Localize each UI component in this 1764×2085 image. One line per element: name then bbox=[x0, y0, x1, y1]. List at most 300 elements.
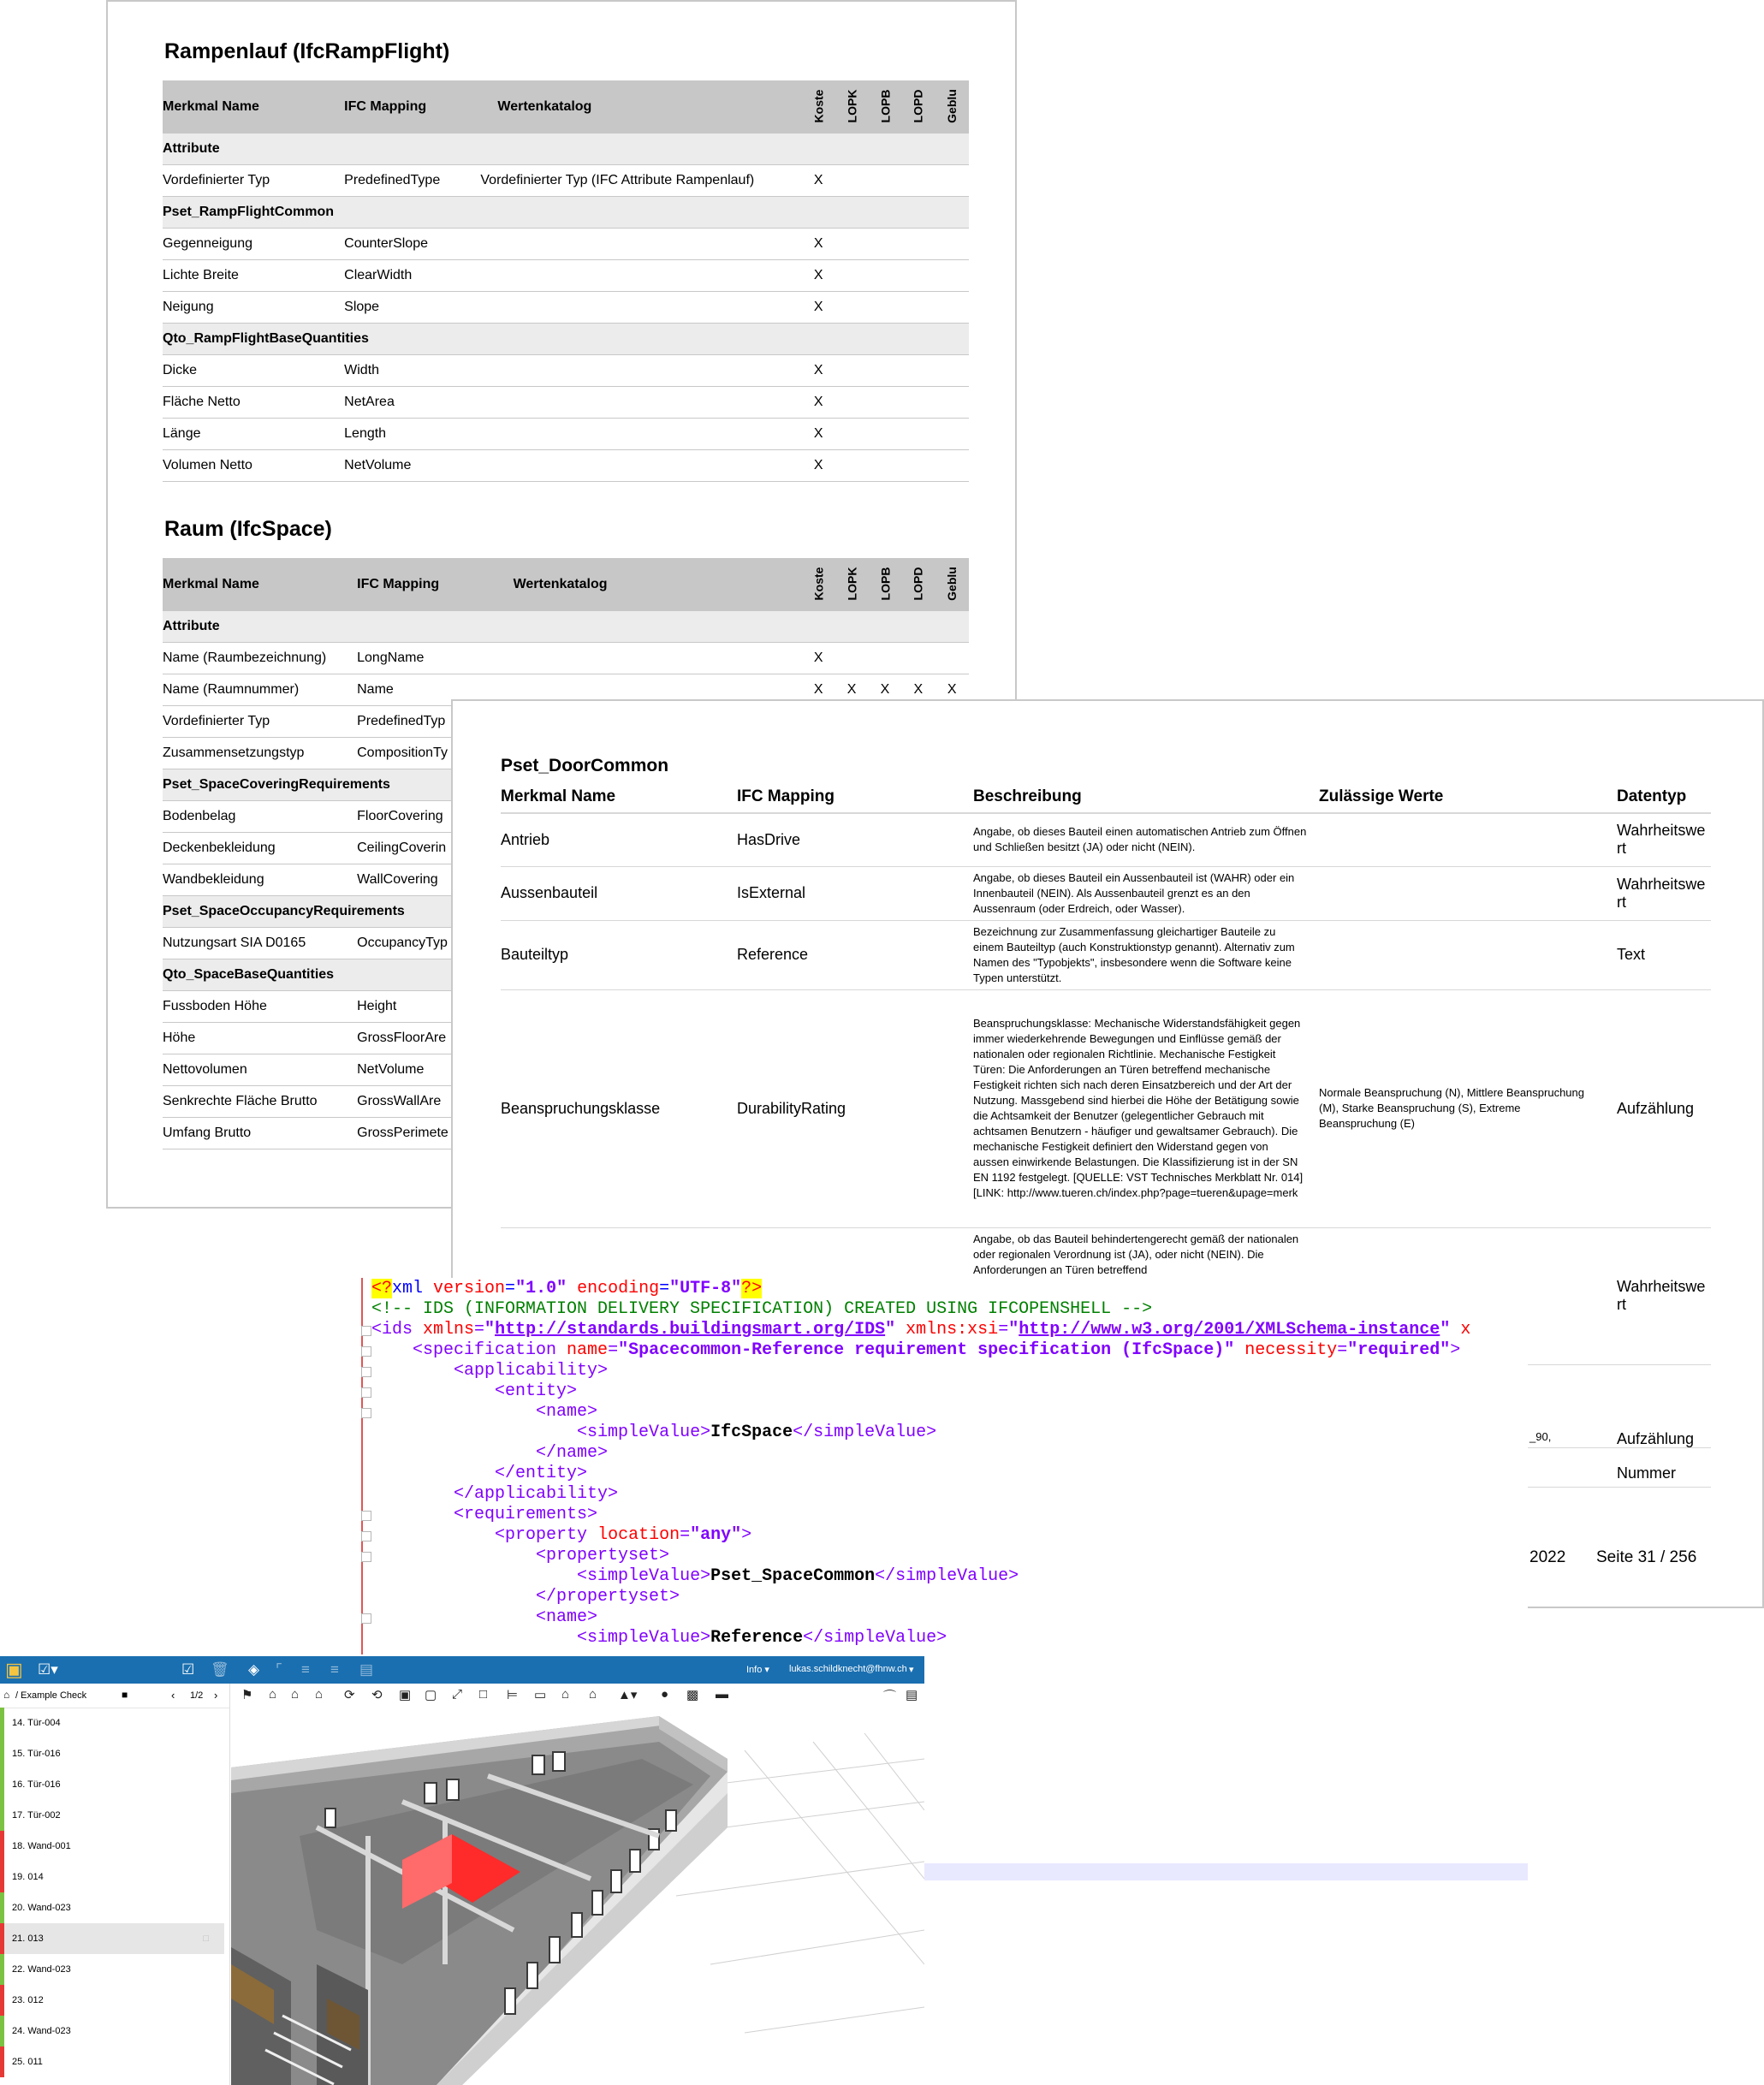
sphere-icon[interactable]: ● bbox=[661, 1687, 669, 1702]
xml-token: </propertyset> bbox=[536, 1587, 680, 1607]
simple-value: IfcSpace bbox=[710, 1423, 793, 1442]
section-label: Pset_RampFlightCommon bbox=[163, 197, 969, 229]
merkmal-name-cell: Dicke bbox=[163, 355, 344, 387]
xml-line[interactable] bbox=[371, 1279, 762, 1299]
flag-cell bbox=[869, 292, 902, 324]
checklist-dropdown-icon[interactable]: ☑▾ bbox=[38, 1661, 58, 1678]
xml-token: encoding bbox=[577, 1279, 660, 1298]
section-label: Pset_SpaceCoveringRequirements bbox=[163, 769, 969, 801]
allowed-values-cell bbox=[1319, 920, 1617, 989]
xml-token: = bbox=[680, 1525, 691, 1545]
xml-line[interactable] bbox=[371, 1587, 680, 1607]
fold-toggle[interactable] bbox=[361, 1552, 371, 1562]
xml-token: " bbox=[885, 1320, 906, 1340]
flag-cell bbox=[835, 165, 869, 197]
flag-cell bbox=[901, 292, 935, 324]
flag-cell bbox=[835, 355, 869, 387]
simple-value: Pset_SpaceCommon bbox=[710, 1566, 876, 1586]
vertical-header-label: LOPB bbox=[877, 89, 892, 123]
xml-line[interactable] bbox=[371, 1525, 751, 1546]
column-header: Datentyp bbox=[1617, 781, 1711, 813]
table-icon[interactable]: ▤ bbox=[359, 1661, 374, 1678]
wertenkatalog-cell bbox=[480, 292, 801, 324]
ifc-mapping-cell: NetArea bbox=[344, 387, 480, 419]
flag-cell bbox=[901, 260, 935, 292]
table-row bbox=[163, 355, 969, 387]
datentyp-cell: Aufzählung bbox=[1617, 989, 1711, 1227]
xml-line[interactable] bbox=[371, 1443, 608, 1464]
fold-toggle[interactable] bbox=[361, 1367, 371, 1377]
result-list-item[interactable] bbox=[0, 2016, 224, 2046]
beschreibung-cell: Bezeichnung zur Zusammenfassung gleichartiger Bauteile zu einem Bauteiltyp (auch Konstruktionstyp genannt). Alternativ zum Namen des "Typobjekts", insbesondere wenn die Software keine Typen unterstützt. bbox=[973, 920, 1319, 989]
column-header: Zulässige Werte bbox=[1319, 781, 1617, 813]
delete-icon[interactable]: 🗑 bbox=[211, 1661, 229, 1678]
user-account-menu[interactable]: lukas.schildknecht@fhnw.ch bbox=[789, 1664, 907, 1674]
result-list-item[interactable] bbox=[0, 1892, 224, 1923]
previous-page-button[interactable]: ‹ bbox=[171, 1689, 175, 1702]
vertical-header-label: LOPK bbox=[845, 89, 859, 123]
merkmal-name-cell: Nettovolumen bbox=[163, 1054, 357, 1086]
flag-cell bbox=[935, 355, 969, 387]
divider bbox=[1528, 1447, 1711, 1448]
result-item-label: 18. Wand-001 bbox=[12, 1841, 71, 1851]
results-sidebar bbox=[0, 1684, 230, 2085]
ifc-mapping-cell: ClearWidth bbox=[344, 260, 480, 292]
xmlns-link: http://standards.buildingsmart.org/IDS bbox=[495, 1320, 886, 1340]
column-header: Beschreibung bbox=[973, 781, 1319, 813]
list-icon[interactable]: ≡ bbox=[330, 1661, 339, 1678]
result-list-item[interactable] bbox=[0, 1831, 224, 1862]
result-list-item[interactable] bbox=[0, 1985, 224, 2016]
merkmal-name-cell: Name (Raumbezeichnung) bbox=[163, 643, 357, 674]
home-dropdown-icon[interactable]: ▲▾ bbox=[618, 1688, 638, 1702]
xml-token: <entity> bbox=[495, 1381, 578, 1401]
3d-model-viewer[interactable] bbox=[231, 1708, 924, 2085]
merkmal-name-cell: Nutzungsart SIA D0165 bbox=[163, 928, 357, 959]
status-indicator bbox=[0, 1738, 4, 1769]
stop-icon[interactable]: ■ bbox=[122, 1689, 128, 1701]
merkmal-name-cell: Beanspruchungsklasse bbox=[501, 989, 737, 1227]
flag-cell bbox=[935, 229, 969, 260]
ifc-mapping-cell: Reference bbox=[737, 920, 973, 989]
select-tool-icon[interactable]: ⚑ bbox=[241, 1688, 253, 1702]
flag-cell bbox=[869, 387, 902, 419]
flag-cell: X bbox=[802, 292, 835, 324]
ifc-mapping-cell: NetVolume bbox=[357, 1054, 496, 1086]
xml-comment: <!-- IDS (INFORMATION DELIVERY SPECIFICATION) CREATED USING IFCOPENSHELL --> bbox=[371, 1299, 1153, 1319]
chart-icon[interactable]: ⌒ bbox=[883, 1690, 897, 1704]
flag-cell bbox=[901, 355, 935, 387]
fold-toggle[interactable] bbox=[361, 1326, 371, 1336]
flag-cell bbox=[835, 419, 869, 450]
flag-cell bbox=[901, 450, 935, 482]
flag-cell: X bbox=[802, 450, 835, 482]
vertical-header-label: Koste bbox=[811, 567, 826, 601]
ifc-mapping-cell: IsExternal bbox=[737, 866, 973, 920]
flag-cell: X bbox=[802, 355, 835, 387]
merkmal-name-cell: Länge bbox=[163, 419, 344, 450]
xml-token: = bbox=[505, 1279, 516, 1298]
footer-year: 2022 bbox=[1529, 1548, 1566, 1566]
ids-xml-editor[interactable] bbox=[359, 1278, 1528, 1654]
datentyp-cell: Text bbox=[1617, 920, 1711, 989]
table-row bbox=[163, 260, 969, 292]
result-list-item[interactable] bbox=[0, 1708, 224, 1738]
sidebar-header bbox=[0, 1684, 229, 1708]
result-list-item[interactable] bbox=[0, 1738, 224, 1769]
xml-token: > bbox=[741, 1525, 752, 1545]
vertical-header-label: LOPD bbox=[911, 567, 925, 601]
table-row bbox=[163, 165, 969, 197]
xml-line[interactable] bbox=[371, 1566, 1019, 1587]
flag-cell bbox=[869, 419, 902, 450]
xml-line[interactable] bbox=[371, 1464, 587, 1484]
beschreibung-cell: Angabe, ob das Bauteil behindertengerecht gemäß der nationalen oder regionalen Verordnung ist (JA), oder nicht (NEIN). Die Anforderungen an Türen betreffend bbox=[973, 1227, 1319, 1364]
merkmal-name-cell: Bodenbelag bbox=[163, 801, 357, 833]
export-icon[interactable]: ▤ bbox=[906, 1688, 918, 1702]
xml-line[interactable] bbox=[371, 1628, 947, 1648]
xml-line[interactable] bbox=[371, 1484, 618, 1505]
wertenkatalog-cell bbox=[480, 387, 801, 419]
xml-line[interactable] bbox=[371, 1361, 608, 1381]
ifc-mapping-cell: NetVolume bbox=[344, 450, 480, 482]
fold-toggle[interactable] bbox=[361, 1387, 371, 1398]
status-indicator bbox=[0, 1923, 4, 1954]
table-row bbox=[501, 920, 1711, 989]
merkmal-name-cell: Name (Raumnummer) bbox=[163, 674, 357, 706]
result-list-item[interactable] bbox=[0, 2046, 224, 2077]
building-model-3d[interactable] bbox=[231, 1708, 924, 2085]
xml-token: = bbox=[1337, 1340, 1348, 1360]
flag-cell: X bbox=[802, 643, 835, 674]
item-options-icon[interactable]: □ bbox=[203, 1934, 209, 1944]
house-icon[interactable]: ⌂ bbox=[315, 1687, 324, 1702]
result-list-item[interactable] bbox=[0, 1862, 224, 1892]
beschreibung-cell: Angabe, ob dieses Bauteil ein Aussenbauteil ist (WAHR) oder ein Innenbauteil (NEIN). Als Aussenbauteil grenzt es an den Aussenraum (oder Erdreich, oder Wasser). bbox=[973, 866, 1319, 920]
merkmal-name-cell: Gegenneigung bbox=[163, 229, 344, 260]
flag-cell: X bbox=[802, 229, 835, 260]
flag-cell bbox=[835, 387, 869, 419]
section-row bbox=[163, 611, 969, 643]
result-item-label: 19. 014 bbox=[12, 1872, 44, 1882]
xml-token: name bbox=[567, 1340, 609, 1360]
table-header-row bbox=[163, 80, 969, 134]
xml-token: </applicability> bbox=[454, 1484, 619, 1504]
column-header-koste bbox=[802, 80, 835, 134]
result-item-label: 22. Wand-023 bbox=[12, 1964, 71, 1975]
result-item-label: 15. Tür-016 bbox=[12, 1749, 61, 1759]
column-header-merkmal-name: Merkmal Name bbox=[163, 80, 344, 134]
xml-token: </entity> bbox=[495, 1464, 588, 1483]
editor-current-line-highlight bbox=[924, 1863, 1528, 1880]
flag-cell bbox=[935, 387, 969, 419]
status-indicator bbox=[0, 2046, 4, 2077]
xml-token: <requirements> bbox=[454, 1505, 598, 1524]
merkmal-name-cell: Wandbekleidung bbox=[163, 864, 357, 896]
xml-token: </name> bbox=[536, 1443, 609, 1463]
status-indicator bbox=[0, 1831, 4, 1862]
home-icon[interactable]: ⌂ bbox=[3, 1689, 10, 1701]
merkmal-name-cell: Fläche Netto bbox=[163, 387, 344, 419]
wertenkatalog-cell bbox=[480, 419, 801, 450]
flag-cell bbox=[869, 260, 902, 292]
door-icon[interactable]: □ bbox=[479, 1687, 488, 1702]
folder-icon[interactable]: ▣ bbox=[5, 1659, 23, 1680]
table-row bbox=[163, 643, 969, 674]
column-header-lopk bbox=[835, 558, 869, 611]
xml-token: "UTF-8" bbox=[669, 1279, 742, 1298]
ifc-mapping-cell: DurabilityRating bbox=[737, 989, 973, 1227]
result-list-item[interactable] bbox=[0, 1954, 224, 1985]
table-row bbox=[501, 989, 1711, 1227]
result-list-item[interactable] bbox=[0, 1769, 224, 1800]
merkmal-name-cell: Umfang Brutto bbox=[163, 1118, 357, 1149]
table-row bbox=[163, 387, 969, 419]
ifc-mapping-cell: OccupancyTyp bbox=[357, 928, 496, 959]
ifc-mapping-cell: CeilingCoverin bbox=[357, 833, 496, 864]
section-row bbox=[163, 197, 969, 229]
house-icon[interactable]: ⌂ bbox=[291, 1687, 300, 1702]
app-topbar bbox=[0, 1656, 924, 1684]
ifc-mapping-cell: Slope bbox=[344, 292, 480, 324]
fit-view-icon[interactable]: ▣ bbox=[399, 1688, 412, 1702]
breadcrumb[interactable]: / Example Check bbox=[15, 1690, 87, 1701]
vertical-header-label: LOPB bbox=[877, 567, 892, 601]
beschreibung-cell: Beanspruchungsklasse: Mechanische Widerstandsfähigkeit gegen immer wiederkehrende Bewegungen und Einflüsse gemäß der nationalen oder regionalen Richtlinie. Mechanische Festigkeit Türen: Die Anforderungen an Türen betreffend mechanische Festigkeit richten sich nach deren Einsatzbereich und der Art der Nutzung. Massgebend sind hierbei die Höhe der Betätigung sowie die Achtsamkeit der Benutzer (gelegentlicher Gebrauch mit achtsamen Benutzern - häufiger und gewaltsamer Gebrauch). Die mechanische Festigkeit definiert den Widerstand gegen von aussen einwirkende Belastungen. Die Klassifizierung ist in der SN EN 1192 festgelegt. [QUELLE: VST Technisches Merkblatt Nr. 014] [LINK: http://www.tueren.ch/index.php?page=tueren&upage=merk bbox=[973, 989, 1319, 1227]
result-list-item[interactable] bbox=[0, 1923, 224, 1954]
column-header-lopb bbox=[869, 80, 902, 134]
viewer-toolbar bbox=[231, 1684, 924, 1708]
merkmal-name-cell: Bauteiltyp bbox=[501, 920, 737, 989]
info-menu[interactable]: Info ▾ bbox=[746, 1665, 769, 1675]
xml-token: <specification bbox=[413, 1340, 567, 1360]
wertenkatalog-cell bbox=[480, 260, 801, 292]
image-icon[interactable]: ▩ bbox=[686, 1688, 699, 1702]
datentyp-cell: Wahrheitswe rt bbox=[1617, 813, 1711, 866]
wertenkatalog-cell bbox=[480, 229, 801, 260]
table-row bbox=[501, 866, 1711, 920]
xml-line[interactable] bbox=[371, 1381, 577, 1402]
flag-cell bbox=[935, 450, 969, 482]
ifc-mapping-cell: WallCovering bbox=[357, 864, 496, 896]
xml-line[interactable] bbox=[371, 1320, 1470, 1340]
xml-token: <applicability> bbox=[454, 1361, 609, 1381]
flag-cell bbox=[935, 419, 969, 450]
house-icon[interactable]: ⌂ bbox=[269, 1687, 277, 1702]
flag-cell bbox=[869, 355, 902, 387]
filter-icon[interactable]: ≡ bbox=[301, 1661, 310, 1678]
column-header: Merkmal Name bbox=[501, 781, 737, 813]
section-icon[interactable]: ▭ bbox=[534, 1688, 547, 1702]
chevron-down-icon[interactable]: ▾ bbox=[909, 1665, 914, 1675]
expand-icon[interactable]: ⤢ bbox=[452, 1687, 463, 1702]
measure-icon[interactable]: ⊨ bbox=[507, 1688, 519, 1702]
ifc-mapping-cell: Width bbox=[344, 355, 480, 387]
status-indicator bbox=[0, 1954, 4, 1985]
merkmal-name-cell: Lichte Breite bbox=[163, 260, 344, 292]
house-icon[interactable]: ⌂ bbox=[561, 1687, 570, 1702]
flag-cell: X bbox=[802, 674, 835, 706]
xml-line[interactable] bbox=[371, 1402, 597, 1423]
ids-checker-app bbox=[0, 1656, 924, 2085]
flag-cell bbox=[835, 292, 869, 324]
flag-cell: X bbox=[802, 387, 835, 419]
xml-token: "required" bbox=[1347, 1340, 1451, 1360]
xml-token: </simpleValue> bbox=[803, 1628, 947, 1648]
xml-token: location bbox=[597, 1525, 680, 1545]
section-label: Qto_SpaceBaseQuantities bbox=[163, 959, 969, 991]
column-header-merkmal-name: Merkmal Name bbox=[163, 558, 357, 611]
rampenlauf-table bbox=[163, 80, 969, 482]
flag-cell: X bbox=[869, 674, 902, 706]
flag-cell: X bbox=[802, 260, 835, 292]
section-title-raum: Raum (IfcSpace) bbox=[164, 517, 332, 541]
xml-token: </simpleValue> bbox=[793, 1423, 937, 1442]
result-item-label: 25. 011 bbox=[12, 2057, 43, 2067]
merkmal-name-cell: Volumen Netto bbox=[163, 450, 344, 482]
section-label: Qto_RampFlightBaseQuantities bbox=[163, 324, 969, 355]
model-cube-icon[interactable]: ◈ bbox=[248, 1661, 260, 1678]
xml-line[interactable] bbox=[371, 1607, 597, 1628]
simple-value: Reference bbox=[710, 1628, 804, 1648]
xml-token: version bbox=[433, 1279, 506, 1298]
zoom-area-icon[interactable]: ▢ bbox=[425, 1688, 437, 1702]
result-item-label: 17. Tür-002 bbox=[12, 1810, 61, 1821]
datentyp-cell: Wahrheitswe rt bbox=[1617, 866, 1711, 920]
divider bbox=[1528, 1487, 1711, 1488]
flag-cell bbox=[901, 165, 935, 197]
xml-token: <simpleValue> bbox=[577, 1628, 711, 1648]
house-icon[interactable]: ⌂ bbox=[589, 1687, 597, 1702]
partial-datatype-1: Aufzählung bbox=[1617, 1430, 1695, 1447]
xml-token: " bbox=[1008, 1320, 1019, 1340]
merkmal-name-cell: Vordefinierter Typ bbox=[163, 706, 357, 738]
ifc-mapping-cell: FloorCovering bbox=[357, 801, 496, 833]
next-page-button[interactable]: › bbox=[214, 1689, 218, 1702]
xml-token: <simpleValue> bbox=[577, 1423, 711, 1442]
status-indicator bbox=[0, 1892, 4, 1923]
result-item-label: 23. 012 bbox=[12, 1995, 44, 2005]
fold-toggle[interactable] bbox=[361, 1511, 371, 1521]
table-row bbox=[501, 813, 1711, 866]
vertical-header-label: LOPD bbox=[911, 89, 925, 123]
column-header-lopd bbox=[901, 80, 935, 134]
partial-datatype-2: Nummer bbox=[1617, 1464, 1677, 1482]
xml-line[interactable] bbox=[371, 1505, 597, 1525]
flag-cell: X bbox=[835, 674, 869, 706]
section-title-rampenlauf: Rampenlauf (IfcRampFlight) bbox=[164, 39, 450, 63]
xml-token: "any" bbox=[690, 1525, 742, 1545]
column-header-wertenkatalog: Wertenkatalog bbox=[480, 80, 801, 134]
ifc-mapping-cell: PredefinedType bbox=[344, 165, 480, 197]
section-row bbox=[163, 324, 969, 355]
table-row bbox=[163, 229, 969, 260]
xml-token: = bbox=[608, 1340, 619, 1360]
ifc-mapping-cell: CounterSlope bbox=[344, 229, 480, 260]
xml-line[interactable] bbox=[371, 1340, 1460, 1361]
xml-line[interactable] bbox=[371, 1423, 936, 1443]
page-indicator: 1/2 bbox=[190, 1690, 204, 1701]
fold-toggle[interactable] bbox=[361, 1531, 371, 1541]
xml-token: <name> bbox=[536, 1607, 598, 1627]
merkmal-name-cell: Zusammensetzungstyp bbox=[163, 738, 357, 769]
flag-cell: X bbox=[901, 674, 935, 706]
ifc-mapping-cell: HasDrive bbox=[737, 813, 973, 866]
flag-cell bbox=[835, 643, 869, 674]
flag-cell bbox=[901, 419, 935, 450]
result-item-label: 24. Wand-023 bbox=[12, 2026, 71, 2036]
result-item-label: 20. Wand-023 bbox=[12, 1903, 71, 1913]
status-indicator bbox=[0, 2016, 4, 2046]
flag-cell bbox=[869, 450, 902, 482]
ifc-mapping-cell: PredefinedTyp bbox=[357, 706, 496, 738]
ifc-mapping-cell: LongName bbox=[357, 643, 496, 674]
fold-toggle[interactable] bbox=[361, 1408, 371, 1418]
result-item-label: 16. Tür-016 bbox=[12, 1779, 61, 1790]
fold-toggle[interactable] bbox=[361, 1613, 371, 1624]
xml-token: x bbox=[1460, 1320, 1471, 1340]
flag-cell bbox=[835, 450, 869, 482]
footer-page-number: Seite 31 / 256 bbox=[1596, 1548, 1697, 1566]
xml-token: <propertyset> bbox=[536, 1546, 670, 1565]
status-indicator bbox=[0, 1985, 4, 2016]
column-header-wertenkatalog: Wertenkatalog bbox=[496, 558, 802, 611]
column-header-koste bbox=[802, 558, 835, 611]
xml-token: = bbox=[474, 1320, 485, 1340]
rotate-icon[interactable]: ⟲ bbox=[371, 1688, 383, 1702]
column-header-lopb bbox=[869, 558, 902, 611]
ifc-mapping-cell: Name bbox=[357, 674, 496, 706]
table-row bbox=[163, 292, 969, 324]
xml-token: xml bbox=[392, 1279, 434, 1298]
xml-token: xmlns:xsi bbox=[906, 1320, 999, 1340]
merkmal-name-cell: Neigung bbox=[163, 292, 344, 324]
rotate-icon[interactable]: ⟳ bbox=[344, 1688, 355, 1702]
partial-allowed-values: _90, bbox=[1529, 1430, 1552, 1443]
column-header: IFC Mapping bbox=[737, 781, 973, 813]
xml-line[interactable] bbox=[371, 1299, 1152, 1320]
check-icon[interactable]: ☑ bbox=[181, 1661, 195, 1678]
section-label: Pset_SpaceOccupancyRequirements bbox=[163, 896, 969, 928]
vertical-header-label: Geblu bbox=[945, 567, 959, 601]
wertenkatalog-cell bbox=[496, 643, 802, 674]
xml-token: necessity bbox=[1244, 1340, 1338, 1360]
flag-cell bbox=[869, 229, 902, 260]
tree-icon[interactable]: ⌜ bbox=[276, 1661, 282, 1678]
minimize-icon[interactable]: ▬ bbox=[716, 1687, 728, 1702]
xml-token: ?> bbox=[741, 1279, 763, 1298]
result-item-label: 21. 013 bbox=[12, 1934, 44, 1944]
section-label: Attribute bbox=[163, 611, 969, 643]
section-label: Attribute bbox=[163, 134, 969, 165]
xml-token: "Spacecommon-Reference requirement specification (IfcSpace)" bbox=[618, 1340, 1245, 1360]
result-list-item[interactable] bbox=[0, 1800, 224, 1831]
column-header-lopd bbox=[901, 558, 935, 611]
flag-cell bbox=[869, 165, 902, 197]
table-row bbox=[163, 450, 969, 482]
xml-token: <property bbox=[495, 1525, 598, 1545]
merkmal-name-cell: Vordefinierter Typ bbox=[163, 165, 344, 197]
xml-line[interactable] bbox=[371, 1546, 669, 1566]
xml-token: <? bbox=[371, 1279, 393, 1298]
xml-token: "1.0" bbox=[515, 1279, 578, 1298]
column-header-ifc-mapping: IFC Mapping bbox=[357, 558, 496, 611]
datentyp-cell: Wahrheitswe rt bbox=[1617, 1227, 1711, 1364]
allowed-values-cell: Normale Beanspruchung (N), Mittlere Beanspruchung (M), Starke Beanspruchung (S), Extreme Beanspruchung (E) bbox=[1319, 989, 1617, 1227]
fold-toggle[interactable] bbox=[361, 1346, 371, 1357]
column-header-ifc-mapping: IFC Mapping bbox=[344, 80, 480, 134]
column-header-lopk bbox=[835, 80, 869, 134]
